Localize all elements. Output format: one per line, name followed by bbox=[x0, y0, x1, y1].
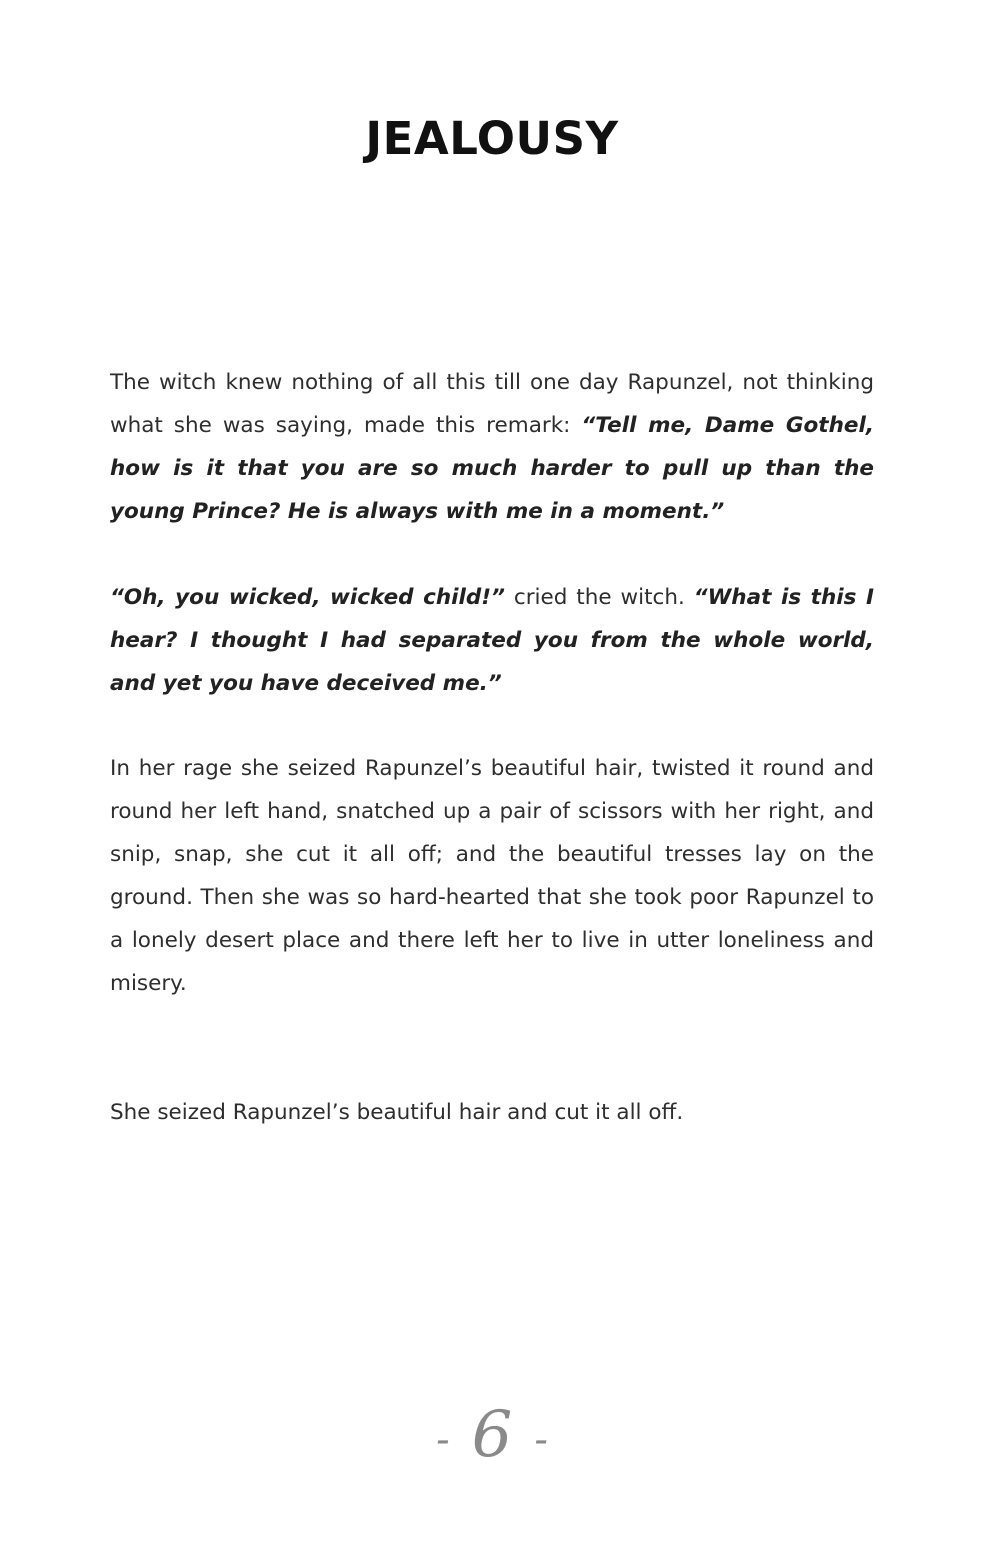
chapter-title: JEALOUSY bbox=[365, 112, 619, 165]
page-number-left-dash: - bbox=[436, 1416, 450, 1463]
paragraph-1 bbox=[110, 361, 874, 533]
paragraph-2-dialogue-1: “Oh, you wicked, wicked child!” bbox=[110, 585, 505, 610]
paragraph-1-dialogue: “Tell me, Dame Gothel, how is it that you are so much harder to pull up than the young Prince? He is always with me in a moment.” bbox=[110, 413, 874, 524]
paragraph-1-narration: The witch knew nothing of all this till one day Rapunzel, not thinking what she was saying, made this remark: bbox=[110, 370, 874, 438]
paragraph-2-dialogue-2: “What is this I hear? I thought I had separated you from the whole world, and yet you have deceived me.” bbox=[110, 585, 875, 696]
page-number bbox=[0, 1385, 984, 1490]
paragraph-2 bbox=[110, 576, 874, 705]
page-number-value: 6 bbox=[471, 1398, 513, 1472]
paragraph-2-narration: cried the witch. bbox=[504, 585, 694, 610]
paragraph-3: In her rage she seized Rapunzel’s beautiful hair, twisted it round and round her left hand, snatched up a pair of scissors with her right, and snip, snap, she cut it all off; and the beautiful tresses lay on the ground. Then she was so hard-hearted that she took poor Rapunzel to a lonely desert place and there left her to live in utter loneliness and misery. bbox=[110, 756, 874, 996]
illustration-caption: She seized Rapunzel’s beautiful hair and cut it all off. bbox=[110, 1100, 684, 1125]
page-number-right-dash: - bbox=[534, 1416, 548, 1463]
